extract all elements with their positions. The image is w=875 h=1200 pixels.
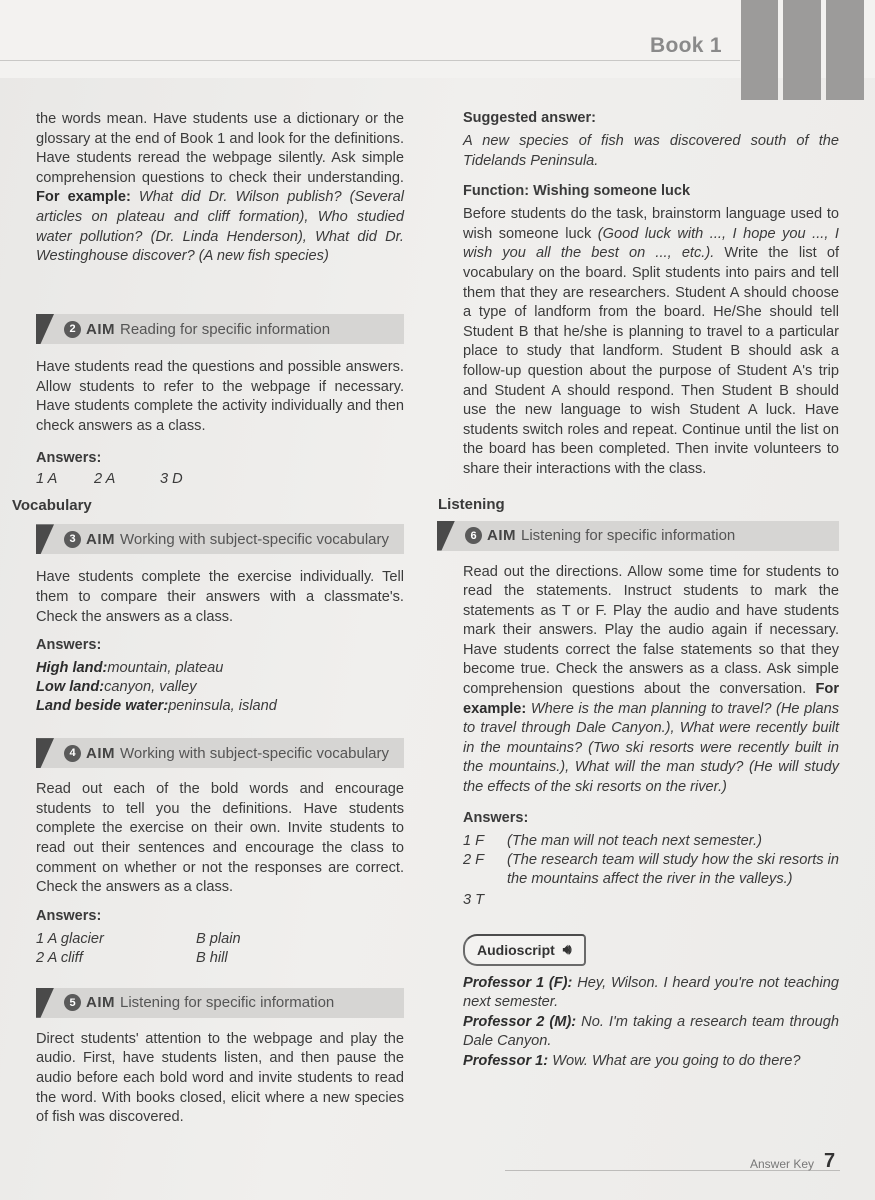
answers-label: Answers: <box>36 637 102 654</box>
audioscript-lines <box>463 974 839 1072</box>
audioscript-line: Professor 1 (F): Hey, Wilson. I heard you're not teaching next semester. <box>463 974 839 1011</box>
aim-number-badge: 2 <box>64 321 81 338</box>
aim-title: Listening for specific information <box>120 994 335 1012</box>
aim-3-header: 3 AIM Working with subject-specific vocabulary <box>36 524 404 554</box>
suggested-answer-text: A new species of fish was discovered south of the Tidelands Peninsula. <box>463 133 839 169</box>
aim-3-text: Have students complete the exercise individually. Tell them to compare their answers with a classmate's. Check the answers as a class. <box>36 569 404 625</box>
aim-2-text: Have students read the questions and possible answers. Allow students to refer to the webpage if necessary. Have students complete the activity individually and then check answers as a class. <box>36 359 404 434</box>
aim-marker-icon <box>36 524 54 554</box>
answers-label: Answers: <box>36 450 102 467</box>
answers-label: Answers: <box>36 907 102 924</box>
page-number: 7 <box>824 1150 836 1172</box>
aim-6-text: Read out the directions. Allow some time for students to read the statements. Instruct students to mark the statements as T or F. Play the audio and have students mark their answers. Play the audio again if necessary. Have students correct the false statements so that they become true. Check the answers as a class. Ask simple comprehension questions about the conversation. For example: Where is the man planning to travel? (He plans to travel through Dale Canyon.), What were recently built in the mountains? (Two ski resorts were recently built in the mountains.), What will the man study? (He will study the effects of the ski resorts on the river.) <box>463 563 839 796</box>
answer-line: 3 T <box>463 891 485 908</box>
aim-5-header: 5 AIM Listening for specific information <box>36 988 404 1018</box>
aim-title: Reading for specific information <box>120 320 331 338</box>
aim-number-badge: 4 <box>64 745 81 762</box>
aim-title: Listening for specific information <box>521 527 736 544</box>
audioscript-line: Professor 1: Wow. What are you going to do there? <box>463 1053 801 1069</box>
suggested-answer-label: Suggested answer: <box>463 110 596 126</box>
aim-number-badge: 6 <box>465 527 482 544</box>
aim-marker-icon <box>36 738 54 768</box>
audioscript-label: Audioscript 🔊︎ <box>463 934 586 966</box>
aim-number-badge: 5 <box>64 994 81 1011</box>
aim-6-header: 6 AIM Listening for specific information <box>437 521 839 551</box>
header-tab-bar <box>741 0 778 100</box>
intro-paragraph: the words mean. Have students use a dictionary or the glossary at the end of Book 1 and look for the definitions. Have students reread the webpage silently. Ask simple comprehension questions to check their understanding. For example: What did Dr. Wilson publish? (Several articles on plateau and cliff formation), Who studied water pollution? (Dr. Linda Henderson), What did Dr. Westinghouse discover? (A new fish species) <box>36 111 404 265</box>
aim-title: Working with subject-specific vocabulary <box>120 744 389 762</box>
listening-heading: Listening <box>438 495 505 513</box>
footer-label: Answer Key <box>750 1157 815 1171</box>
aim-2-answers: 1 A 2 A 3 D <box>36 471 183 488</box>
aim-4-header: 4 AIM Working with subject-specific vocabulary <box>36 738 404 768</box>
speaker-icon: 🔊︎ <box>562 941 572 958</box>
aim-5-text: Direct students' attention to the webpage and play the audio. First, have students listen, and then pause the audio before each bold word and invite students to read the word. With books closed, elicit where a new species of fish was discovered. <box>36 1030 404 1126</box>
audioscript-line: Professor 2 (M): No. I'm taking a research team through Dale Canyon. <box>463 1013 840 1050</box>
answer-line: Land beside water: peninsula, island <box>36 698 277 715</box>
aim-title: Working with subject-specific vocabulary <box>120 530 389 548</box>
aim-3-answers <box>36 659 404 716</box>
answer-line: High land: mountain, plateau <box>36 660 224 677</box>
aim-6-answers <box>463 832 839 910</box>
right-column <box>438 110 840 1072</box>
function-text: Before students do the task, brainstorm language used to wish someone luck (Good luck with ..., I hope you ..., I wish you all the best on ..., etc.). Write the list of vocabulary on the board. Split students into pairs and tell them that they are researchers. Student A should choose a type of landform from the board. He/She should tell Student B that he/she is planning to travel to a particular place to study that landform. Student B should ask a follow-up question about the purpose of Student A's trip and Student A should respond. Then Student B should use the new language to wish Student A luck. Have students switch roles and repeat. Continue until the list on the board has been completed. Then invite volunteers to share their interactions with the class. <box>463 206 840 477</box>
function-heading: Function: Wishing someone luck <box>463 183 691 200</box>
vocabulary-heading: Vocabulary <box>12 497 92 515</box>
book-title: Book 1 <box>650 34 722 57</box>
answer-line: 1 F (The man will not teach next semester.) <box>463 832 762 849</box>
aim-marker-icon <box>36 988 54 1018</box>
header-tab-bar <box>783 0 821 100</box>
header-rule <box>0 60 740 61</box>
aim-marker-icon <box>437 521 455 551</box>
answers-label: Answers: <box>463 809 529 826</box>
header-tab-bar <box>826 0 864 100</box>
answer-line: 2 A cliff B hill <box>36 949 228 966</box>
answer-line: 2 F (The research team will study how the ski resorts in the mountains affect the river in the valleys.) <box>463 851 839 887</box>
aim-number-badge: 3 <box>64 531 81 548</box>
audioscript-block <box>463 934 839 1072</box>
aim-4-text: Read out each of the bold words and encourage students to tell you the definitions. Have students complete the exercise on their own. Invite students to read out their sentences and encourage the class to comment on whether or not the responses are correct. Check the answers as a class. <box>36 781 404 896</box>
answer-line: Low land: canyon, valley <box>36 679 197 696</box>
aim-marker-icon <box>36 314 54 344</box>
aim-2-header: 2 AIM Reading for specific information <box>36 314 404 344</box>
aim-4-answers <box>36 930 404 968</box>
answer-line: 1 A glacier B plain <box>36 930 241 947</box>
left-column <box>12 110 404 1128</box>
